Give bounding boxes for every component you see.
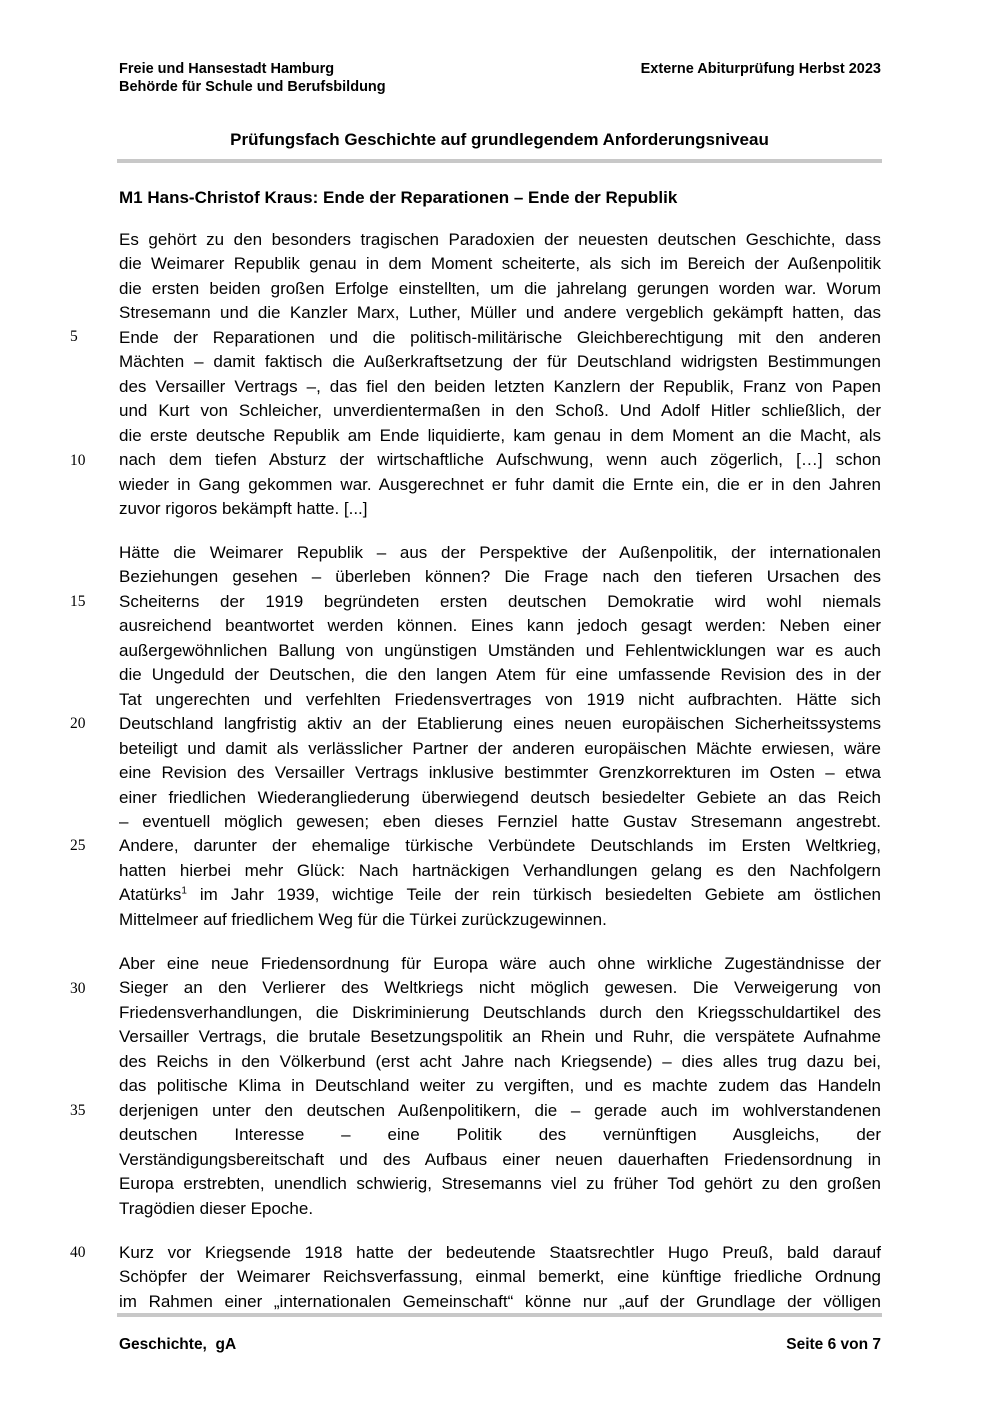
text-line: Mittelmeer auf friedlichem Weg für die Türkei zurückzugewinnen.: [119, 909, 607, 929]
text-line: hatten hierbei mehr Glück: Nach hartnäckigen Verhandlungen gelang es den Nachfolgern: [119, 860, 881, 880]
paragraph: [119, 1241, 881, 1314]
text-line: Ende der Reparationen und die politisch-militärische Gleichberechtigung mit den anderen: [119, 327, 881, 347]
line-number: 20: [70, 715, 86, 732]
text-fragment: Atatürks: [119, 885, 182, 905]
text-line: Sieger an den Verlierer des Weltkriegs nicht möglich gewesen. Die Verweigerung von: [119, 978, 881, 998]
page-number: Seite 6 von 7: [786, 1336, 881, 1353]
paragraph: [119, 952, 881, 1221]
text-line: Es gehört zu den besonders tragischen Paradoxien der neuesten deutschen Geschichte, dass: [119, 230, 881, 249]
line-number: 10: [70, 452, 86, 469]
line-number: 40: [70, 1244, 86, 1261]
header-divider: [117, 159, 882, 163]
text-line-with-footnote: [119, 883, 881, 907]
footer-divider: [117, 1313, 882, 1317]
text-line: Versailler Vertrags, die brutale Besetzungspolitik an Rhein und Ruhr, die verspätete Aufnahme: [119, 1027, 881, 1047]
text-line: einer friedlichen Wiederangliederung überwiegend deutsch besiedelter Gebiete an das Reich: [119, 787, 881, 807]
text-line: das politische Klima in Deutschland weiter zu vergiften, und es machte zudem das Handeln: [119, 1076, 881, 1096]
text-line: derjenigen unter den deutschen Außenpolitikern, die – gerade auch im wohlverstandenen: [119, 1100, 881, 1120]
text-line: die Ungeduld der Deutschen, die den langen Atem für eine umfassende Revision des in der: [119, 665, 881, 685]
text-line: Stresemann und die Kanzler Marx, Luther, Müller und andere vergeblich gekämpft hatten, das: [119, 303, 881, 323]
text-line: Hätte die Weimarer Republik – aus der Perspektive der Außenpolitik, der internationalen: [119, 543, 881, 562]
document-title: M1 Hans-Christof Kraus: Ende der Reparationen – Ende der Republik: [119, 188, 678, 207]
text-line: Europa erstrebten, unendlich schwierig, Stresemanns viel zu früher Tod gehört zu den großen: [119, 1174, 881, 1194]
text-line: deutschen Interesse – eine Politik des vernünftigen Ausgleichs, der: [119, 1125, 881, 1145]
subject-title: Prüfungsfach Geschichte auf grundlegendem Anforderungsniveau: [230, 130, 769, 149]
text-fragment: im Jahr 1939, wichtige Teile der rein türkisch besiedelten Gebiete am östlichen: [186, 885, 881, 905]
text-line: wieder in Gang gekommen war. Ausgerechnet er fuhr damit die Ernte ein, die er in den Jahren: [119, 474, 881, 494]
text-line: nach dem tiefen Absturz der wirtschaftliche Aufschwung, wenn auch zögerlich, […] schon: [119, 450, 881, 470]
text-line: Beziehungen gesehen – überleben können? Die Frage nach den tieferen Ursachen des: [119, 567, 881, 587]
text-line: des Reichs in den Völkerbund (erst acht Jahre nach Kriegsende) – dies alles trug dazu bei,: [119, 1051, 881, 1071]
text-line: Deutschland langfristig aktiv an der Etablierung eines neuen europäischen Sicherheitssystems: [119, 714, 881, 734]
header-authority: [119, 60, 386, 96]
text-line: Mächten – damit faktisch die Außerkraftsetzung der für Deutschland widrigsten Bestimmungen: [119, 352, 881, 372]
paragraph: [119, 228, 881, 521]
footnote-marker: 1: [181, 885, 187, 897]
text-line: Verständigungsbereitschaft und des Aufbaus einer neuen dauerhaften Friedensordnung in: [119, 1149, 881, 1169]
text-line: im Rahmen einer „internationalen Gemeinschaft“ könne nur „auf der Grundlage der völligen: [119, 1291, 881, 1311]
text-line: Tat ungerechten und verfehlten Friedensvertrages von 1919 nicht aufbrachten. Hätte sich: [119, 689, 881, 709]
text-line: Kurz vor Kriegsende 1918 hatte der bedeutende Staatsrechtler Hugo Preuß, bald darauf: [119, 1243, 881, 1262]
text-line: ausreichend beantwortet werden können. Eines kann jedoch gesagt werden: Neben einer: [119, 616, 881, 636]
line-number: 35: [70, 1102, 86, 1119]
line-number: 25: [70, 837, 86, 854]
text-line: Tragödien dieser Epoche.: [119, 1198, 314, 1218]
text-line: Friedensverhandlungen, die Diskriminierung Deutschlands durch den Kriegsschuldartikel des: [119, 1002, 881, 1022]
text-line: Aber eine neue Friedensordnung für Europa wäre auch ohne wirkliche Zugeständnisse der: [119, 954, 881, 973]
text-line: außergewöhnlichen Ballung von ungünstigen Umständen und Fehlentwicklungen war es auch: [119, 640, 881, 660]
line-number: 15: [70, 593, 86, 610]
text-line: eine Revision des Versailler Vertrags inklusive bestimmter Grenzkorrekturen im Osten – etwa: [119, 763, 881, 783]
text-line: Schöpfer der Weimarer Reichsverfassung, einmal bemerkt, eine künftige friedliche Ordnung: [119, 1267, 881, 1287]
text-line: Scheiterns der 1919 begründeten ersten deutschen Demokratie wird wohl niemals: [119, 591, 881, 611]
text-line: zuvor rigoros bekämpft hatte. [...]: [119, 498, 368, 518]
line-number: 5: [70, 328, 78, 345]
text-line: die erste deutsche Republik am Ende liquidierte, kam genau in dem Moment an die Macht, als: [119, 425, 881, 445]
header-city: Freie und Hansestadt Hamburg: [119, 61, 335, 77]
footer-subject: Geschichte, gA: [119, 1336, 237, 1353]
line-number: 30: [70, 980, 86, 997]
text-line: Andere, darunter der ehemalige türkische Verbündete Deutschlands im Ersten Weltkrieg,: [119, 836, 881, 856]
text-line: des Versailler Vertrags –, das fiel den beiden letzten Kanzlern der Republik, Franz von Papen: [119, 376, 881, 396]
header-exam-title: Externe Abiturprüfung Herbst 2023: [640, 61, 881, 77]
text-line: die Weimarer Republik genau in dem Moment scheiterte, als sich im Bereich der Außenpolitik: [119, 254, 881, 274]
text-line: – eventuell möglich gewesen; eben dieses Fernziel hatte Gustav Stresemann angestrebt.: [119, 811, 881, 831]
text-line: die ersten beiden großen Erfolge einstellten, um die jahrelang gerungen worden war. Worum: [119, 278, 881, 298]
paragraph: [119, 541, 881, 932]
header-department: Behörde für Schule und Berufsbildung: [119, 79, 386, 95]
text-line: und Kurt von Schleicher, unverdientermaßen in den Schoß. Und Adolf Hitler schließlich, der: [119, 401, 881, 421]
text-line: beteiligt und damit als verlässlicher Partner der anderen europäischen Mächte erwiesen, wäre: [119, 738, 881, 758]
